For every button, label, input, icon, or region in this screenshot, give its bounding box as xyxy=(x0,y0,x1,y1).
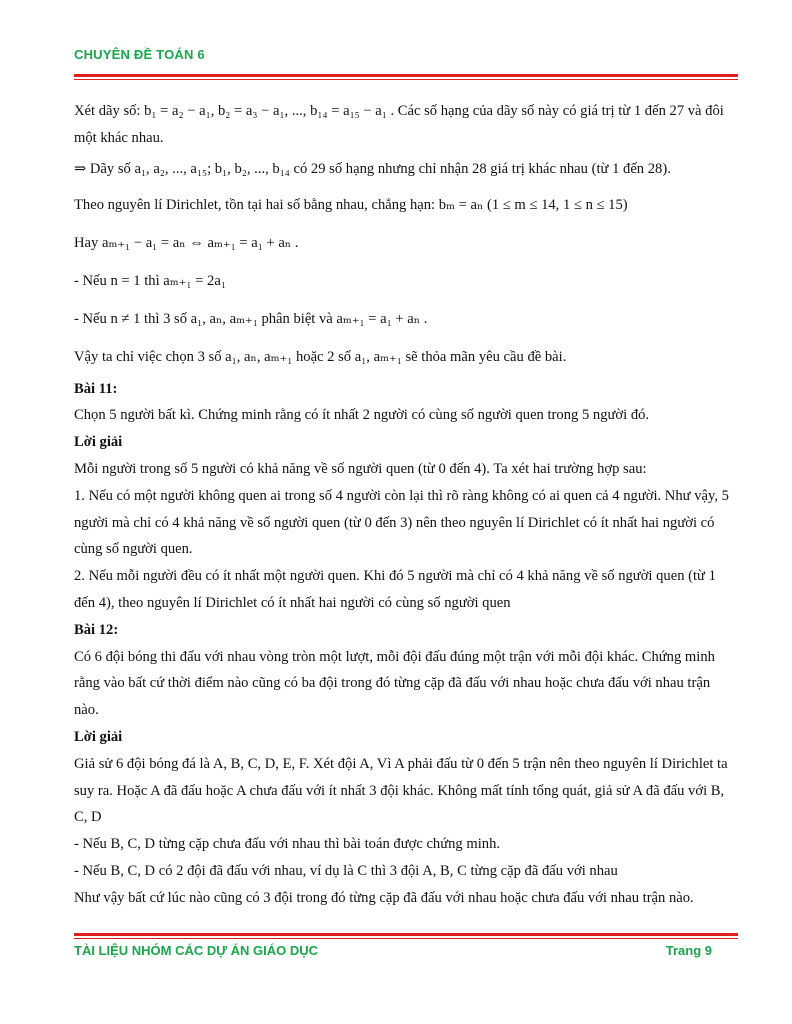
paragraph: Mỗi người trong số 5 người có khả năng về số người quen (từ 0 đến 4). Ta xét hai trường hợp sau: xyxy=(74,460,647,477)
paragraph: Xét dãy số: b₁ = a₂ − a₁, b₂ = a₃ − a₁, ..., b₁₄ = a₁₅ − a₁ . Các số hạng của dãy số này có giá trị từ 1 đến 27 và đôi một khác nhau. xyxy=(74,103,724,146)
paragraph: Chọn 5 người bất kì. Chứng minh rằng có ít nhất 2 người có cùng số người quen trong 5 người đó. xyxy=(74,407,650,424)
paragraph: ⇒ Dãy số a₁, a₂, ..., a₁₅; b₁, b₂, ..., b₁₄ có 29 số hạng nhưng chỉ nhận 28 giá trị khác nhau (từ 1 đến 28). xyxy=(74,160,671,177)
header-rule xyxy=(74,74,738,80)
document-body xyxy=(74,98,734,912)
paragraph: Theo nguyên lí Dirichlet, tồn tại hai số bằng nhau, chẳng hạn: bₘ = aₙ (1 ≤ m ≤ 14, 1 ≤ n ≤ 15) xyxy=(74,196,628,213)
solution-heading: Lời giải xyxy=(74,434,123,451)
paragraph: - Nếu B, C, D từng cặp chưa đấu với nhau thì bài toán được chứng minh. xyxy=(74,836,501,853)
footer-rule xyxy=(74,933,738,939)
solution-heading: Lời giải xyxy=(74,728,123,745)
paragraph: Hay aₘ₊₁ − a₁ = aₙ ⇔ aₘ₊₁ = a₁ + aₙ . xyxy=(74,234,299,251)
page-number: Trang 9 xyxy=(665,943,712,958)
paragraph: Như vậy bất cứ lúc nào cũng có 3 đội trong đó từng cặp đã đấu với nhau hoặc chưa đấu với nhau trận nào. xyxy=(74,889,694,906)
paragraph: - Nếu n ≠ 1 thì 3 số a₁, aₙ, aₘ₊₁ phân biệt và aₘ₊₁ = a₁ + aₙ . xyxy=(74,310,428,327)
footer-title: TÀI LIỆU NHÓM CÁC DỰ ÁN GIÁO DỤC xyxy=(74,943,319,958)
paragraph: Có 6 đội bóng thi đấu với nhau vòng tròn một lượt, mỗi đội đấu đúng một trận với mỗi đội khác. Chứng minh rằng vào bất cứ thời điểm nào cũng có ba đội trong đó từng cặp đã đấu với nhau hoặc chưa đấu với nhau trận nào. xyxy=(74,648,715,719)
section-heading: Bài 11: xyxy=(74,380,118,397)
paragraph: Giả sử 6 đội bóng đá là A, B, C, D, E, F. Xét đội A, Vì A phải đấu từ 0 đến 5 trận nên theo nguyên lí Dirichlet ta suy ra. Hoặc A đã đấu hoặc A chưa đấu với ít nhất 3 đội khác. Không mất tính tổng quát, giả sử A đã đấu với B, C, D xyxy=(74,755,728,826)
section-heading: Bài 12: xyxy=(74,621,119,638)
paragraph: - Nếu n = 1 thì aₘ₊₁ = 2a₁ xyxy=(74,272,226,289)
paragraph: 1. Nếu có một người không quen ai trong số 4 người còn lại thì rõ ràng không có ai quen cả 4 người. Như vậy, 5 người mà chỉ có 4 khả năng về số người quen (từ 0 đến 3) nên theo nguyên lí Dirichlet có ít nhất hai người có cùng số người quen. xyxy=(74,487,729,558)
paragraph: Vậy ta chỉ việc chọn 3 số a₁, aₙ, aₘ₊₁ hoặc 2 số a₁, aₘ₊₁ sẽ thỏa mãn yêu cầu đề bài. xyxy=(74,348,567,365)
paragraph: - Nếu B, C, D có 2 đội đã đấu với nhau, ví dụ là C thì 3 đội A, B, C từng cặp đã đấu với nhau xyxy=(74,862,618,879)
header-title: CHUYÊN ĐỀ TOÁN 6 xyxy=(74,47,205,62)
paragraph: 2. Nếu mỗi người đều có ít nhất một người quen. Khi đó 5 người mà chỉ có 4 khả năng về số người quen (từ 1 đến 4), theo nguyên lí Dirichlet có ít nhất hai người có cùng số người quen xyxy=(74,568,716,611)
